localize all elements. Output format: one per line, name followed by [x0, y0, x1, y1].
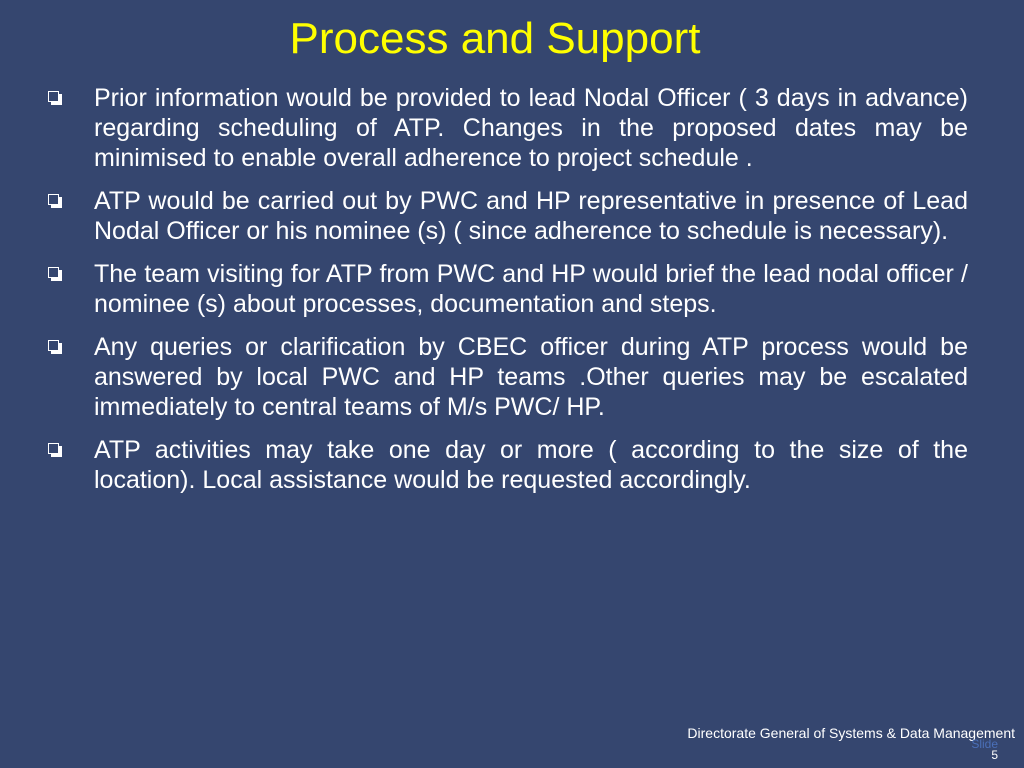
- slide-title: Process and Support: [289, 14, 701, 63]
- slide-number: 5: [991, 748, 998, 762]
- bullet-text: ATP would be carried out by PWC and HP representative in presence of Lead Nodal Officer or his nominee (s) ( since adherence to schedule is necessary).: [94, 187, 968, 245]
- bullet-item: [44, 83, 968, 173]
- bullet-item: [44, 435, 968, 495]
- bullet-text: The team visiting for ATP from PWC and HP would brief the lead nodal officer / nominee (s) about processes, documentation and steps.: [94, 260, 968, 318]
- bullet-list: [44, 83, 968, 508]
- square-bullet-icon: [48, 340, 59, 351]
- footer-organization: Directorate General of Systems & Data Management: [687, 725, 1015, 741]
- square-bullet-icon: [48, 194, 59, 205]
- slide-label: Slide: [971, 737, 998, 751]
- square-bullet-icon: [48, 91, 59, 102]
- bullet-item: [44, 332, 968, 422]
- bullet-text: Prior information would be provided to lead Nodal Officer ( 3 days in advance) regarding scheduling of ATP. Changes in the proposed dates may be minimised to enable overall adherence to project schedule .: [94, 84, 968, 172]
- bullet-text: ATP activities may take one day or more ( according to the size of the location). Local assistance would be requested accordingly.: [94, 436, 968, 494]
- square-bullet-icon: [48, 267, 59, 278]
- bullet-item: [44, 259, 968, 319]
- square-bullet-icon: [48, 443, 59, 454]
- bullet-text: Any queries or clarification by CBEC officer during ATP process would be answered by local PWC and HP teams .Other queries may be escalated immediately to central teams of M/s PWC/ HP.: [94, 333, 968, 421]
- bullet-item: [44, 186, 968, 246]
